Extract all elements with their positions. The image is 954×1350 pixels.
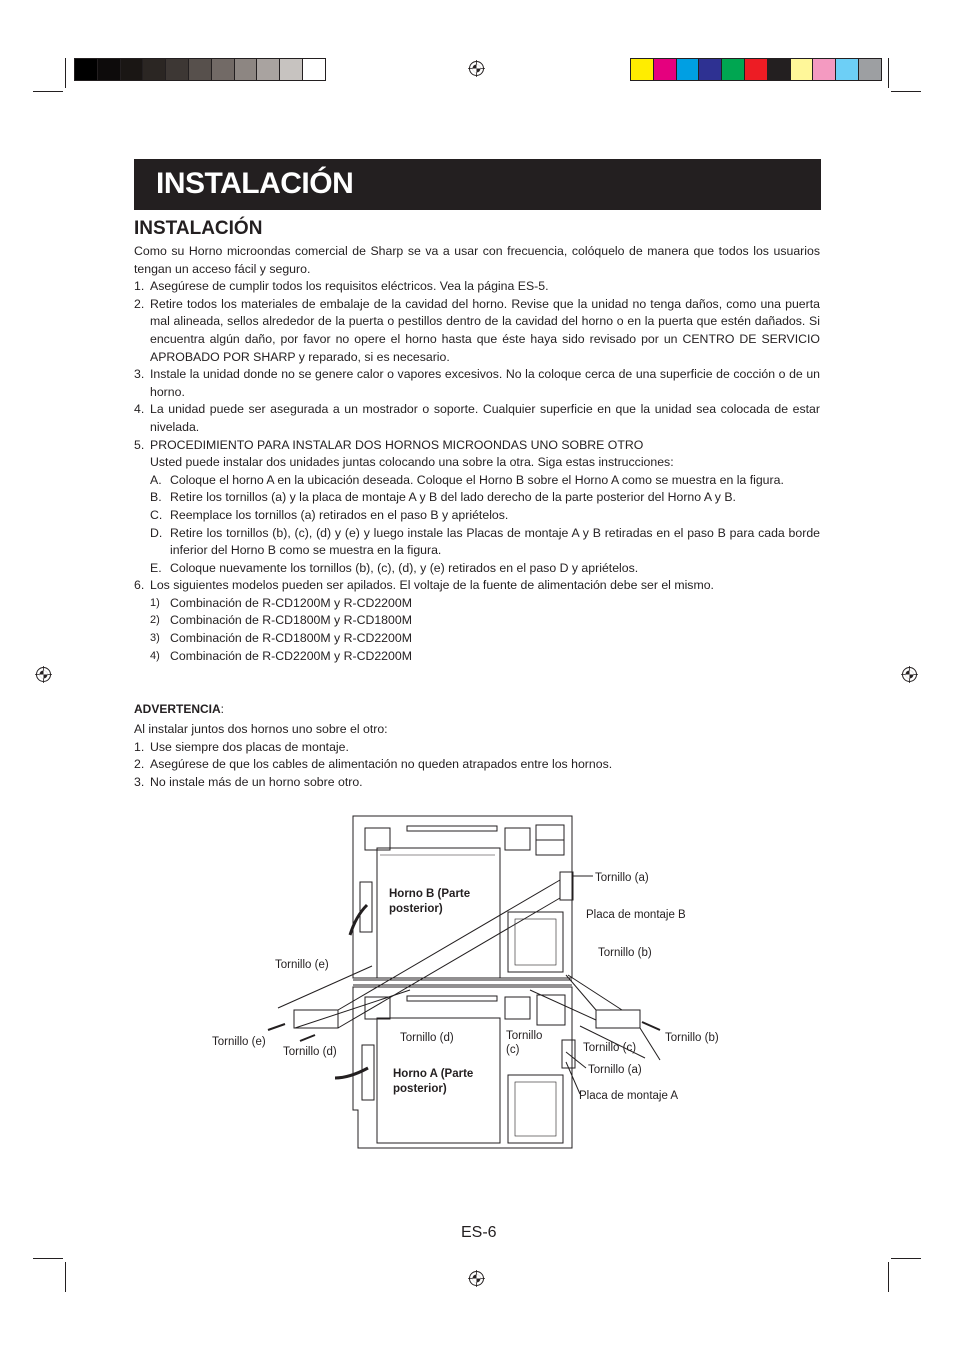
color-swatch [722, 59, 745, 80]
item-number: 5. [134, 437, 145, 452]
sub-text: Retire los tornillos (a) y la placa de montaje A y B del lado derecho de la parte posterior del Horno A y B. [170, 490, 736, 505]
label-screw-d-left: Tornillo (d) [283, 1046, 337, 1058]
registration-mark-icon [468, 1270, 485, 1287]
sub-letter: A. [150, 472, 162, 487]
color-swatch [836, 59, 859, 80]
label-screw-b-top: Tornillo (b) [598, 947, 652, 959]
color-swatch [143, 59, 166, 80]
oven-a-label-2: posterior) [393, 1083, 447, 1095]
list-item [134, 296, 820, 366]
item-text: No instale más de un horno sobre otro. [150, 774, 363, 789]
oven-a-vent [508, 1075, 563, 1143]
warning-block [134, 721, 820, 791]
color-swatch [791, 59, 814, 80]
combo-text: Combinación de R-CD2200M y R-CD2200M [170, 648, 412, 663]
label-plate-a: Placa de montaje A [579, 1090, 679, 1102]
oven-b-grille-left [365, 828, 390, 850]
oven-a-label-1: Horno A (Parte [393, 1068, 474, 1080]
item-text: PROCEDIMIENTO PARA INSTALAR DOS HORNOS MICROONDAS UNO SOBRE OTRO [150, 437, 644, 452]
color-swatch [677, 59, 700, 80]
sub-item [134, 560, 820, 578]
sub-letter: D. [150, 525, 163, 540]
oven-a-slot [407, 996, 497, 1001]
section-title: INSTALACIÓN [134, 218, 263, 239]
item-text: Asegúrese de que los cables de alimentación no queden atrapados entre los hornos. [150, 757, 613, 772]
item-text: La unidad puede ser asegurada a un mostrador o soporte. Cualquier superficie en que la unidad sea colocada de estar nivelada. [150, 402, 820, 434]
color-swatch [768, 59, 791, 80]
color-swatch [257, 59, 280, 80]
plate-right [596, 1010, 640, 1028]
warning-colon: : [220, 702, 225, 716]
list-item [134, 278, 820, 296]
label-screw-a-top: Tornillo (a) [595, 872, 649, 884]
item-number: 2. [134, 757, 145, 772]
sub-item [134, 472, 820, 490]
combo-text: Combinación de R-CD1800M y R-CD1800M [170, 613, 412, 628]
step5-intro: Usted puede instalar dos unidades juntas colocando una sobre la otra. Siga estas instrucciones: [150, 455, 674, 470]
label-screw-c-right: Tornillo (c) [583, 1042, 637, 1054]
sub-item [134, 507, 820, 525]
color-swatch [303, 59, 325, 80]
item-number: 4. [134, 402, 145, 417]
combo-item [134, 612, 820, 630]
combo-text: Combinación de R-CD1800M y R-CD2200M [170, 631, 412, 646]
plate-b-on-oven [560, 872, 573, 900]
instructions-body [134, 243, 820, 665]
oven-b-slot [407, 826, 497, 831]
warning-heading [134, 702, 224, 716]
label-screw-c-mid-2: (c) [506, 1044, 520, 1056]
color-swatch [745, 59, 768, 80]
color-swatch [654, 59, 677, 80]
color-swatch [75, 59, 98, 80]
label-screw-a-bottom: Tornillo (a) [588, 1064, 642, 1076]
oven-b-grille-right [505, 828, 530, 850]
combo-item [134, 595, 820, 613]
list-item [134, 366, 820, 401]
oven-b-label-1: Horno B (Parte [389, 888, 471, 900]
item-number: 3. [134, 367, 145, 382]
sub-letter: B. [150, 490, 162, 505]
color-swatch [699, 59, 722, 80]
crop-mark [65, 58, 66, 88]
crop-mark [888, 1262, 889, 1292]
item-text: Retire todos los materiales de embalaje de la cavidad del horno. Revise que la unidad no tenga daños, como una puerta mal alineada, sellos alrededor de la puerta o pestillos dentro de la cavidad del horno o en la puerta que estén dañados. Si encuentra algún daño, por favor no opere el horno hasta que éste haya sido revisado por un CENTRO DE SERVICIO APROBADO POR SHARP y reparado, si es necesario. [150, 296, 820, 364]
item-text: Instale la unidad donde no se genere calor o vapores excesivos. No la coloque cerca de una superficie de cocción o de un horno. [150, 367, 820, 399]
color-swatch [280, 59, 303, 80]
registration-mark-icon [468, 60, 485, 77]
color-swatch [813, 59, 836, 80]
combo-number: 2) [150, 614, 160, 627]
page-number: ES-6 [461, 1224, 497, 1241]
oven-a-cord-block [362, 1045, 374, 1100]
item-number: 1. [134, 739, 145, 754]
registration-mark-icon [35, 666, 52, 683]
banner-title: INSTALACIÓN [156, 167, 354, 200]
combo-item [134, 648, 820, 666]
sub-text: Retire los tornillos (b), (c), (d) y (e) y luego instale las Placas de montaje A y B retiradas en el paso B para cada borde inferior del Horno B como se muestra en la figura. [170, 525, 820, 558]
process-color-bar [630, 58, 882, 81]
stacked-ovens-diagram [200, 808, 760, 1158]
sub-item [134, 525, 820, 560]
crop-mark [888, 58, 889, 88]
color-swatch [212, 59, 235, 80]
sub-text: Coloque nuevamente los tornillos (b), (c), (d), y (e) retirados en el paso D y apriételos. [170, 560, 639, 575]
list-item [134, 437, 820, 455]
item-number: 1. [134, 279, 145, 294]
warning-item [134, 756, 820, 774]
label-screw-e-top: Tornillo (e) [275, 959, 329, 971]
crop-mark [891, 91, 921, 92]
plate-left [294, 1010, 338, 1028]
combo-number: 4) [150, 649, 160, 662]
title-banner [134, 159, 821, 210]
warning-intro: Al instalar juntos dos hornos uno sobre el otro: [134, 722, 388, 736]
grayscale-color-bar [74, 58, 326, 81]
combo-item [134, 630, 820, 648]
color-swatch [121, 59, 144, 80]
oven-b-label-2: posterior) [389, 903, 443, 915]
sub-text: Coloque el horno A en la ubicación deseada. Coloque el Horno B sobre el Horno A como se muestra en la figura. [170, 472, 784, 487]
sub-letter: E. [150, 560, 162, 575]
item-number: 3. [134, 774, 145, 789]
combo-number: 1) [150, 596, 160, 609]
warning-item [134, 739, 820, 757]
combo-text: Combinación de R-CD1200M y R-CD2200M [170, 595, 412, 610]
item-number: 2. [134, 296, 145, 311]
oven-a-grille-right [505, 997, 530, 1019]
crop-mark [891, 1258, 921, 1259]
color-swatch [166, 59, 189, 80]
sub-item [134, 489, 820, 507]
item-number: 6. [134, 578, 145, 593]
label-screw-d-mid: Tornillo (d) [400, 1032, 454, 1044]
item-text: Asegúrese de cumplir todos los requisitos eléctricos. Vea la página ES-5. [150, 279, 549, 294]
color-swatch [859, 59, 881, 80]
warning-label: ADVERTENCIA [134, 702, 221, 716]
color-swatch [189, 59, 212, 80]
list-item [134, 401, 820, 436]
label-screw-e-left: Tornillo (e) [212, 1036, 266, 1048]
crop-mark [33, 91, 63, 92]
crop-mark [65, 1262, 66, 1292]
label-screw-c-mid-1: Tornillo [506, 1030, 543, 1042]
color-swatch [235, 59, 258, 80]
combo-number: 3) [150, 632, 160, 645]
registration-mark-icon [901, 666, 918, 683]
warning-item [134, 774, 820, 792]
label-plate-b: Placa de montaje B [586, 909, 686, 921]
item-text: Use siempre dos placas de montaje. [150, 739, 349, 754]
color-swatch [98, 59, 121, 80]
item-text: Los siguientes modelos pueden ser apilados. El voltaje de la fuente de alimentación debe ser el mismo. [150, 578, 714, 593]
sub-letter: C. [150, 507, 163, 522]
label-screw-b-right: Tornillo (b) [665, 1032, 719, 1044]
crop-mark [33, 1258, 63, 1259]
sub-text: Reemplace los tornillos (a) retirados en el paso B y apriételos. [170, 507, 509, 522]
intro-paragraph: Como su Horno microondas comercial de Sharp se va a usar con frecuencia, colóquelo de manera que todos los usuarios tengan un acceso fácil y seguro. [134, 244, 820, 276]
color-swatch [631, 59, 654, 80]
list-item [134, 577, 820, 595]
oven-b-vent [508, 912, 563, 972]
